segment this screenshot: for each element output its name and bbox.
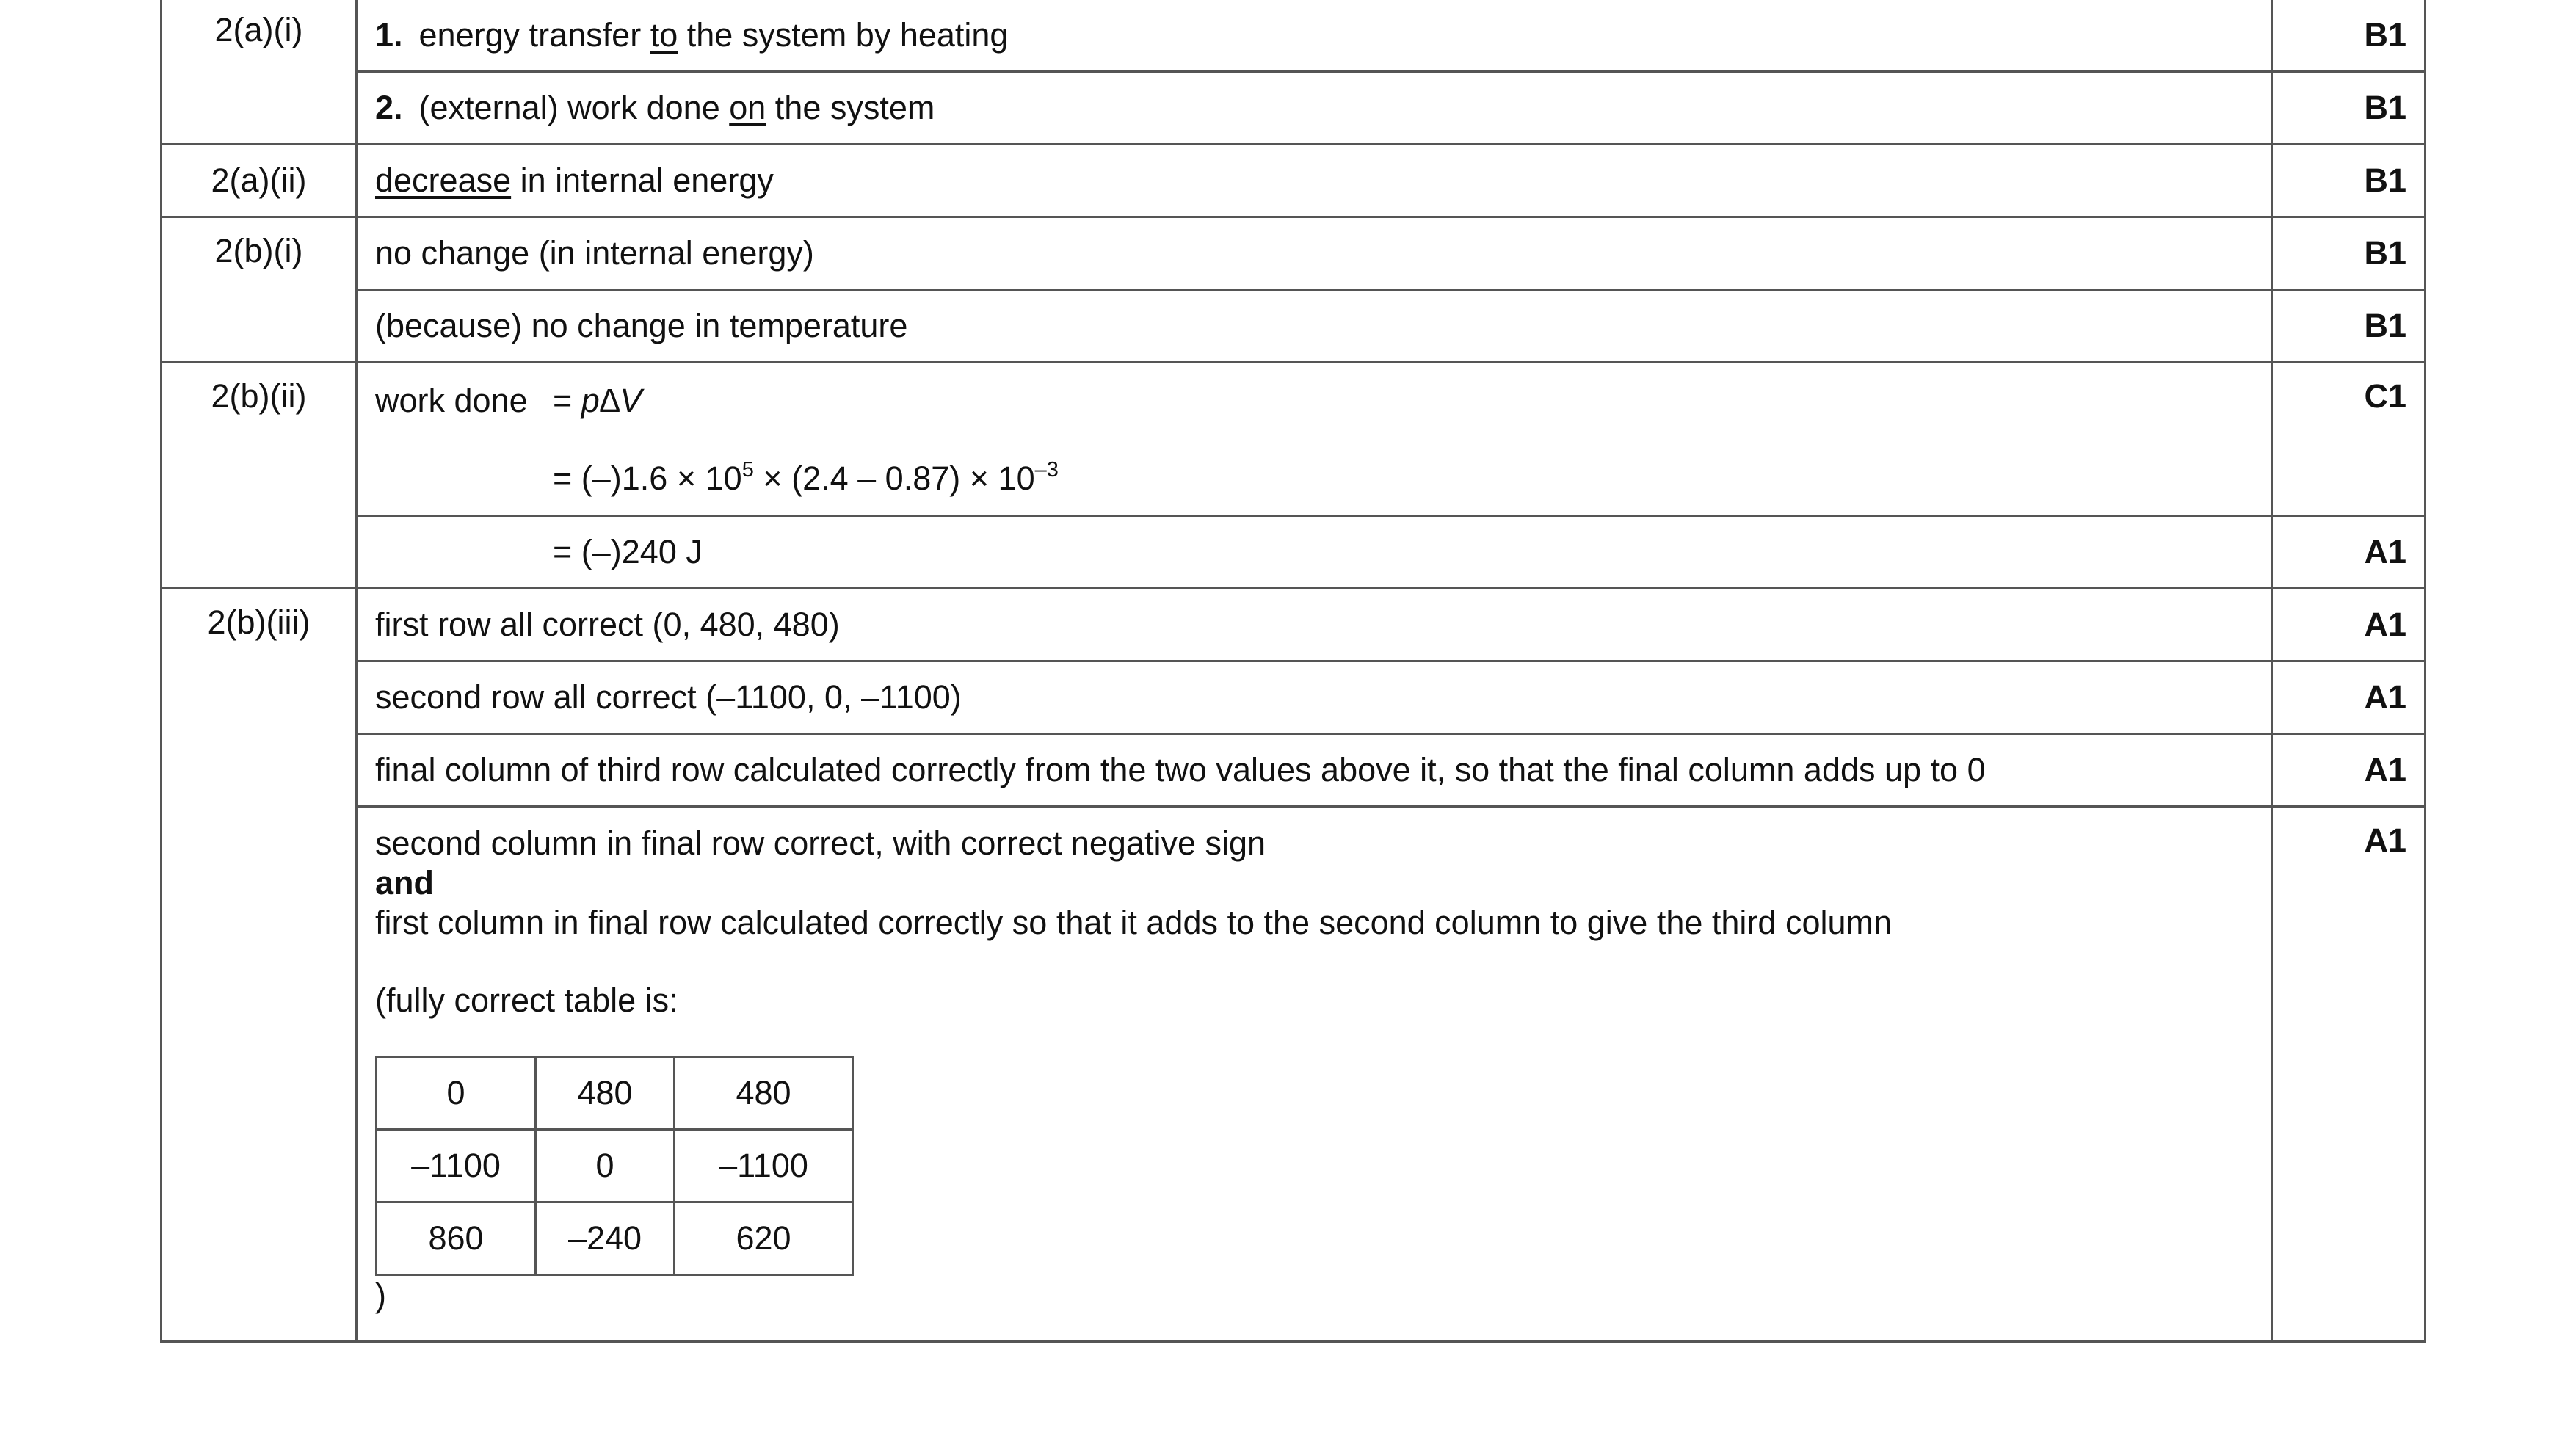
inner-cell: 480 — [536, 1057, 675, 1130]
table-row — [162, 0, 2426, 72]
work-done-line: work done = p∆V — [375, 382, 642, 419]
table-row — [162, 589, 2426, 661]
mark-cell: B1 — [2272, 0, 2426, 72]
answer-cell: (because) no change in temperature — [357, 290, 2272, 363]
substitution-line: = $(-)1.6 \times 10^5 \times (2.4 - 0.87) \times 10^{-3}$ — [553, 458, 1059, 497]
mark-cell: A1 — [2272, 734, 2426, 807]
mark-cell: A1 — [2272, 661, 2426, 734]
table-row — [162, 807, 2426, 1342]
table-row — [162, 145, 2426, 217]
mark-cell: C1 — [2272, 363, 2426, 516]
inner-cell: –1100 — [675, 1130, 853, 1202]
inner-row — [377, 1130, 853, 1202]
correct-table — [375, 1056, 854, 1276]
mark-cell: B1 — [2272, 72, 2426, 145]
mark-scheme-table — [160, 0, 2426, 1343]
question-number: 2(b)(i) — [162, 217, 357, 363]
answer-cell: no change (in internal energy) — [357, 217, 2272, 290]
inner-row — [377, 1202, 853, 1275]
table-row — [162, 661, 2426, 734]
closing-paren: ) — [375, 1277, 386, 1314]
table-row — [162, 363, 2426, 516]
question-number: 2(b)(ii) — [162, 363, 357, 589]
inner-cell: 860 — [377, 1202, 536, 1275]
question-number: 2(a)(i) — [162, 0, 357, 145]
mark-cell: A1 — [2272, 807, 2426, 1342]
answer-cell — [357, 807, 2272, 1342]
table-row — [162, 734, 2426, 807]
inner-cell: –240 — [536, 1202, 675, 1275]
table-row — [162, 516, 2426, 589]
table-row — [162, 290, 2426, 363]
mark-cell: B1 — [2272, 290, 2426, 363]
inner-cell: 480 — [675, 1057, 853, 1130]
answer-cell: 2. (external) work done on the system — [357, 72, 2272, 145]
mark-cell: B1 — [2272, 217, 2426, 290]
inner-cell: 0 — [536, 1130, 675, 1202]
mark-cell: B1 — [2272, 145, 2426, 217]
table-intro: (fully correct table is: — [375, 982, 678, 1019]
criterion-line: first column in final row calculated correctly so that it adds to the second column to give the third column — [375, 904, 1893, 941]
inner-row — [377, 1057, 853, 1130]
question-number: 2(a)(ii) — [162, 145, 357, 217]
criterion-line: second column in final row correct, with correct negative sign — [375, 824, 1266, 862]
mark-cell: A1 — [2272, 589, 2426, 661]
answer-cell: 1. energy transfer to the system by heating — [357, 0, 2272, 72]
answer-cell: first row all correct (0, 480, 480) — [357, 589, 2272, 661]
and-connector: and — [375, 864, 435, 901]
answer-cell: decrease in internal energy — [357, 145, 2272, 217]
answer-cell: = (–)240 J — [357, 516, 2272, 589]
inner-cell: –1100 — [377, 1130, 536, 1202]
inner-cell: 0 — [377, 1057, 536, 1130]
mark-cell: A1 — [2272, 516, 2426, 589]
inner-cell: 620 — [675, 1202, 853, 1275]
answer-cell — [357, 363, 2272, 516]
question-number: 2(b)(iii) — [162, 589, 357, 1342]
table-row — [162, 217, 2426, 290]
answer-cell: final column of third row calculated correctly from the two values above it, so that the final column adds up to 0 — [357, 734, 2272, 807]
table-row — [162, 72, 2426, 145]
answer-cell: second row all correct (–1100, 0, –1100) — [357, 661, 2272, 734]
